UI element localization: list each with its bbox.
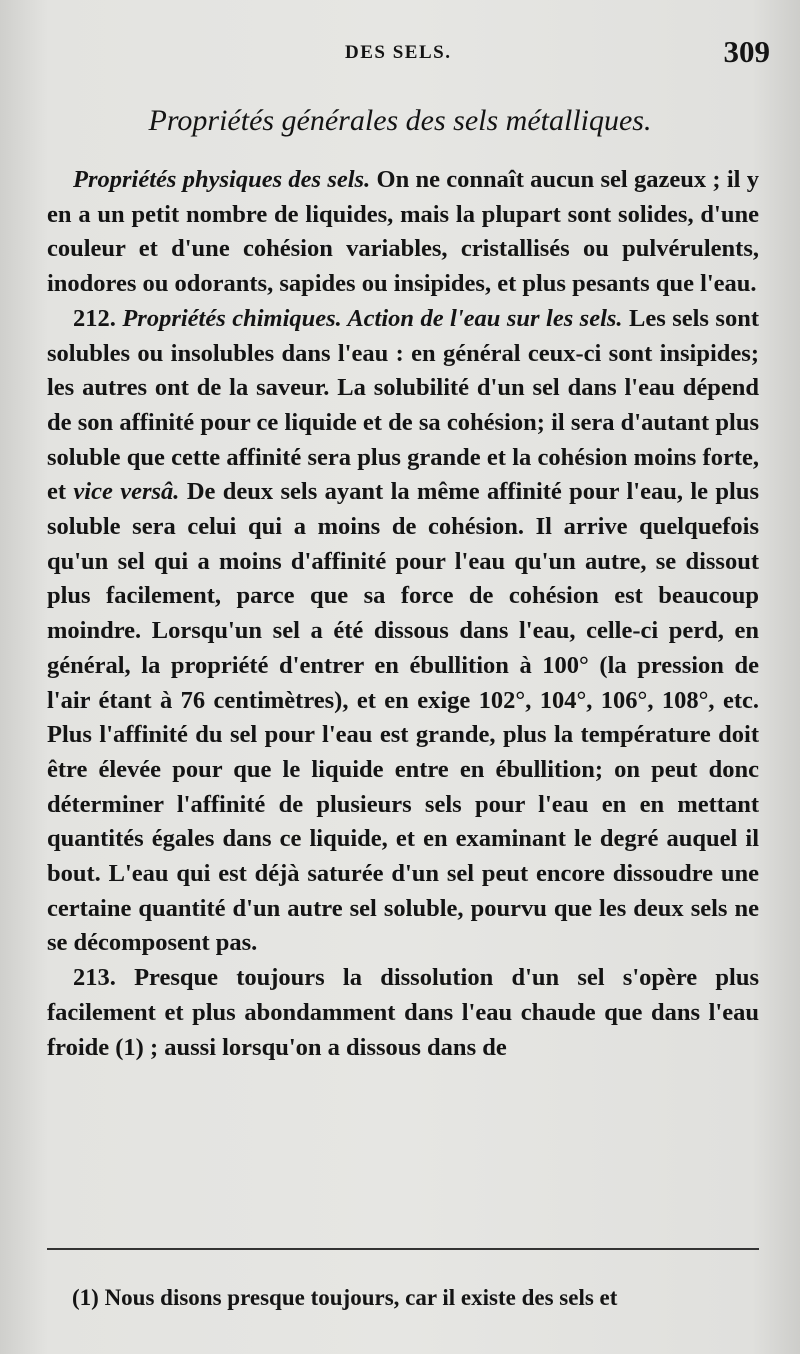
paragraph-text-continued: De deux sels ayant la même affinité pour l'eau, le plus soluble sera celui qui a moins de cohésion. Il arrive quelquefois qu'un sel qui a moins d'affinité pour l'eau qu'un autre, se dissout plus facilement, parce que sa force de cohésion est beaucoup moindre. Lorsqu'un sel a été dissous dans l'eau, celle-ci perd, en général, la propriété d'entrer en ébullition à 100° (la pression de l'air étant à 76 centimètres), et en exige 102°, 104°, 106°, 108°, etc. Plus l'affinité du sel pour l'eau est grande, plus la température doit être élevée pour que le liquide entre en ébullition; on peut donc déterminer l'affinité de plusieurs sels pour l'eau en en mettant quantités égales dans ce liquide, et en examinant le degré auquel il bout. L'eau qui est déjà saturée d'un sel peut encore dissoudre une certaine quantité d'un autre sel soluble, pourvu que les deux sels ne se décomposent pas.: [47, 478, 760, 957]
running-head: DES SELS.: [345, 42, 452, 63]
vice-versa-term: vice versâ.: [73, 478, 180, 506]
paragraph-213: [47, 961, 759, 1065]
body-text: [47, 163, 759, 1065]
footnote-divider: [47, 1248, 759, 1250]
paragraph-text: Les sels sont solubles ou insolubles dans l'eau : en général ceux-ci sont insipides; les autres ont de la saveur. La solubilité d'un sel dans l'eau dépend de son affinité pour ce liquide et de sa cohésion; il sera d'autant plus soluble que cette affinité sera plus grande et la cohésion moins forte, et: [47, 304, 759, 506]
section-title: Propriétés générales des sels métalliques.: [148, 104, 652, 137]
paragraph-text: On ne connaît aucun sel gazeux ; il y en a un petit nombre de liquides, mais la plupart sont solides, d'une couleur et d'une cohésion variables, cristallisés ou pulvérulents, inodores ou odorants, sapides ou insipides, et plus pesants que l'eau.: [47, 166, 760, 298]
paragraph-number: 212.: [73, 304, 116, 332]
paragraph-heading: Propriétés physiques des sels.: [73, 166, 371, 193]
paragraph-number: 213.: [73, 964, 116, 992]
paragraph-heading: Propriétés chimiques. Action de l'eau sur les sels.: [115, 304, 623, 332]
paragraph-physical-properties: [47, 163, 759, 302]
paragraph-212: [47, 302, 759, 961]
footnote: (1) Nous disons presque toujours, car il existe des sels et: [72, 1285, 618, 1310]
page-number: 309: [723, 34, 770, 69]
paragraph-text: Presque toujours la dissolution d'un sel s'opère plus facilement et plus abondamment dans l'eau chaude que dans l'eau froide (1) ; aussi lorsqu'on a dissous dans de: [47, 964, 759, 1061]
page-header: [0, 34, 800, 74]
